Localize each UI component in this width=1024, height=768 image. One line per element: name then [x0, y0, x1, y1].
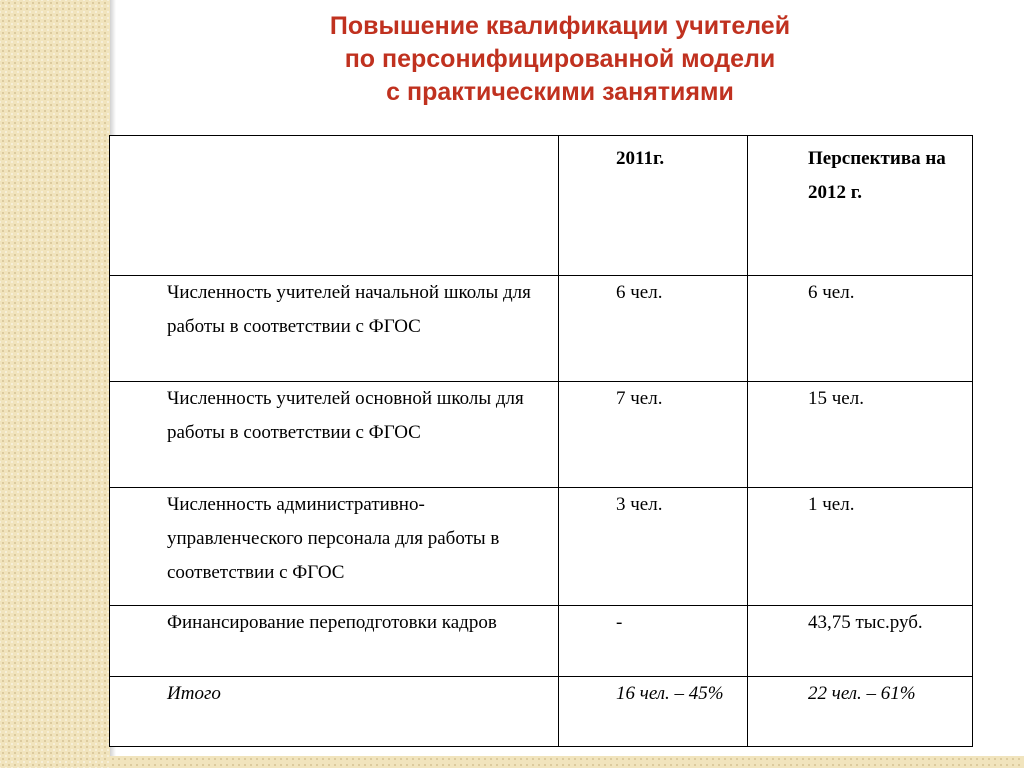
row-value-2012: 1 чел. — [748, 488, 973, 606]
row-value-2012: 15 чел. — [748, 382, 973, 488]
total-value-2012: 22 чел. – 61% — [748, 677, 973, 747]
total-label: Итого — [110, 677, 559, 747]
table-row — [110, 606, 973, 677]
row-value-2011: 3 чел. — [559, 488, 748, 606]
header-cell-2011: 2011г. — [559, 136, 748, 276]
title-line-3: с практическими занятиями — [386, 78, 734, 106]
table-row — [110, 488, 973, 606]
row-value-2012: 6 чел. — [748, 276, 973, 382]
table-total-row — [110, 677, 973, 747]
header-cell-empty — [110, 136, 559, 276]
row-label: Численность учителей основной школы для работы в соответствии с ФГОС — [110, 382, 559, 488]
title-line-1: Повышение квалификации учителей — [329, 12, 791, 40]
title-line-2: по персонифицированной модели — [344, 45, 776, 73]
row-value-2011: 7 чел. — [559, 382, 748, 488]
slide-title — [110, 10, 1010, 109]
row-label: Численность административно-управленческого персонала для работы в соответствии с ФГОС — [110, 488, 559, 606]
table-header-row — [110, 136, 973, 276]
row-value-2012: 43,75 тыс.руб. — [748, 606, 973, 677]
table-row — [110, 276, 973, 382]
row-label: Финансирование переподготовки кадров — [110, 606, 559, 677]
total-value-2011: 16 чел. – 45% — [559, 677, 748, 747]
header-cell-2012: Перспектива на 2012 г. — [748, 136, 973, 276]
table-row — [110, 382, 973, 488]
decorative-bottom-band — [110, 756, 1024, 768]
decorative-side-band — [0, 0, 110, 768]
qualification-table — [109, 135, 973, 747]
row-label: Численность учителей начальной школы для работы в соответствии с ФГОС — [110, 276, 559, 382]
row-value-2011: 6 чел. — [559, 276, 748, 382]
row-value-2011: - — [559, 606, 748, 677]
